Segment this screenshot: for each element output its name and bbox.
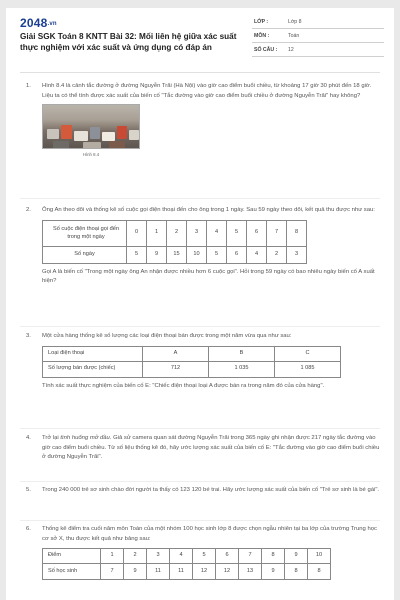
- question-text: Trở lại tình huống mở đầu. Giả sử camera quan sát đường Nguyễn Trãi trong 365 ngày ghi nhận được 217 ngày tắc đường vào giờ cao điểm buổi chiều. Từ số liệu thống kê đó, hãy ước lượng xác suất của biến cố E: "Tắc đường vào giờ cao điểm buổi chiều ở đường Nguyễn Trãi".: [42, 435, 380, 461]
- question-followup: Tính xác suất thực nghiệm của biến cố E: "Chiếc điện thoại loại A được bán ra trong năm đó của cửa hàng".: [42, 382, 325, 389]
- table-cell: 7: [267, 220, 287, 246]
- table-cell: 2: [267, 246, 287, 263]
- table-row: [43, 346, 341, 361]
- question-divider: [20, 326, 380, 327]
- table-cell: 1: [101, 549, 124, 564]
- table-row: [43, 564, 331, 580]
- question-number: 4.: [26, 435, 31, 441]
- question-number: 6.: [26, 526, 31, 532]
- table-cell: 6: [216, 549, 239, 564]
- table-cell: 3: [187, 220, 207, 246]
- table-cell: 7: [239, 549, 262, 564]
- question-divider: [20, 198, 380, 199]
- question-5: [20, 486, 380, 496]
- meta-row-subject: [252, 29, 384, 43]
- table-row: [43, 220, 307, 246]
- table-header-cell: Số ngày: [43, 246, 127, 263]
- question-text: Ông An theo dõi và thống kê số cuộc gọi điện thoại đến cho ông trong 1 ngày. Sau 59 ngày theo dõi, kết quả thu được như sau:: [42, 207, 375, 213]
- table-cell: 1: [147, 220, 167, 246]
- table-cell: 12: [216, 564, 239, 580]
- question-text: Hình 8.4 là cảnh tắc đường ở đường Nguyễn Trãi (Hà Nội) vào giờ cao điểm buổi chiều, từ khoảng 17 giờ 30 phút đến 18 giờ. Liệu ta có thể tính được xác suất của biến cố "Tắc đường vào giờ cao điểm buổi chiều ở đường Nguyễn Trãi" hay không?: [42, 83, 372, 99]
- table-row: [43, 549, 331, 564]
- table-cell: 8: [308, 564, 331, 580]
- table-cell: 8: [285, 564, 308, 580]
- table-cell: 1 085: [275, 361, 341, 377]
- document-header: [6, 8, 394, 66]
- table-row: [43, 361, 341, 377]
- question-number: 1.: [26, 83, 31, 89]
- table-header-cell: Điểm: [43, 549, 101, 564]
- meta-label: SỐ CÂU :: [254, 46, 278, 53]
- table-cell: 9: [262, 564, 285, 580]
- question-number: 5.: [26, 487, 31, 493]
- image-caption: Hình 8.4: [82, 152, 100, 158]
- question-1: [20, 82, 380, 160]
- table-cell: 3: [287, 246, 307, 263]
- meta-row-count: [252, 43, 384, 57]
- table-cell: 2: [124, 549, 147, 564]
- table-cell: 4: [207, 220, 227, 246]
- question-number: 3.: [26, 333, 31, 339]
- phone-sales-table: [42, 346, 341, 378]
- question-text: Thống kê điểm tra cuối năm môn Toán của một nhóm 100 học sinh lớp 8 được chọn ngẫu nhiên tại ba lớp của trường Trung học cơ sở X, thu được kết quả như bảng sau:: [42, 526, 377, 542]
- table-cell: 5: [207, 246, 227, 263]
- meta-value: Lớp 8: [288, 18, 302, 25]
- header-divider: [20, 72, 380, 73]
- question-divider: [20, 481, 380, 482]
- table-cell: 9: [285, 549, 308, 564]
- table-header-cell: Số học sinh: [43, 564, 101, 580]
- question-4: [20, 434, 380, 463]
- table-cell: 4: [170, 549, 193, 564]
- question-2: [20, 206, 380, 287]
- question-divider: [20, 428, 380, 429]
- table-cell: 7: [101, 564, 124, 580]
- question-divider: [20, 520, 380, 521]
- question-6: [20, 525, 380, 584]
- table-cell: 12: [193, 564, 216, 580]
- table-cell: 0: [127, 220, 147, 246]
- table-cell: 1 035: [209, 361, 275, 377]
- table-cell: 9: [147, 246, 167, 263]
- table-cell: A: [143, 346, 209, 361]
- traffic-jam-image: [42, 104, 140, 149]
- table-cell: 10: [187, 246, 207, 263]
- document-title: Giải SGK Toán 8 KNTT Bài 32: Mối liên hệ giữa xác suất thực nghiệm với xác suất và ứng dụng có đáp án: [20, 32, 237, 52]
- meta-label: LỚP :: [254, 18, 269, 25]
- table-cell: 2: [167, 220, 187, 246]
- document-page: [6, 8, 394, 600]
- table-cell: 10: [308, 549, 331, 564]
- document-meta: [252, 15, 384, 57]
- table-cell: 5: [227, 220, 247, 246]
- table-cell: 11: [170, 564, 193, 580]
- question-number: 2.: [26, 207, 31, 213]
- table-cell: 8: [287, 220, 307, 246]
- table-header-cell: Loại điện thoại: [43, 346, 143, 361]
- meta-row-class: [252, 15, 384, 29]
- meta-value: 12: [288, 46, 294, 53]
- table-cell: 13: [239, 564, 262, 580]
- table-cell: 11: [147, 564, 170, 580]
- site-logo[interactable]: 2048.vn: [20, 16, 57, 30]
- question-3: [20, 332, 380, 391]
- table-cell: 9: [124, 564, 147, 580]
- table-cell: 5: [127, 246, 147, 263]
- table-cell: 5: [193, 549, 216, 564]
- table-cell: 4: [247, 246, 267, 263]
- table-cell: 712: [143, 361, 209, 377]
- table-cell: 6: [247, 220, 267, 246]
- meta-label: MÔN :: [254, 32, 270, 39]
- table-header-cell: Số cuộc điện thoại gọi đến trong một ngày: [43, 220, 127, 246]
- table-cell: C: [275, 346, 341, 361]
- table-cell: 15: [167, 246, 187, 263]
- meta-value: Toán: [288, 32, 300, 39]
- question-followup: Gọi A là biến cố "Trong một ngày ông An nhận được nhiều hơn 6 cuộc gọi". Hỏi trong 59 ngày có bao nhiêu ngày biến cố A xuất hiện?: [42, 268, 375, 285]
- question-text: Trong 240 000 trẻ sơ sinh chào đời người ta thấy có 123 120 bé trai. Hãy ước lượng xác suất của biến cố "Trẻ sơ sinh là bé gái".: [42, 487, 380, 493]
- calls-table: [42, 220, 307, 264]
- scores-table: [42, 548, 331, 580]
- table-cell: 6: [227, 246, 247, 263]
- table-header-cell: Số lượng bán được (chiếc): [43, 361, 143, 377]
- table-row: [43, 246, 307, 263]
- table-cell: 8: [262, 549, 285, 564]
- table-cell: 3: [147, 549, 170, 564]
- table-cell: B: [209, 346, 275, 361]
- question-text: Một cửa hàng thống kê số lượng các loại điện thoại bán được trong một năm vừa qua như sau:: [42, 333, 292, 339]
